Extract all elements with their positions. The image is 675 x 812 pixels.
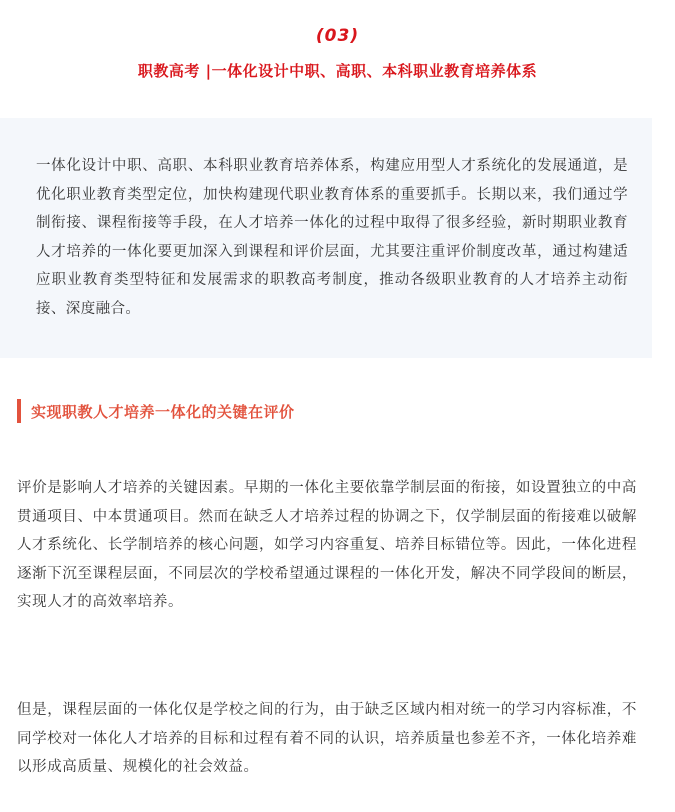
accent-bar [17, 399, 21, 423]
summary-text: 一体化设计中职、高职、本科职业教育培养体系，构建应用型人才系统化的发展通道，是优化职业教育类型定位，加快构建现代职业教育体系的重要抓手。长期以来，我们通过学制衔接、课程衔接等手段，在人才培养一体化的过程中取得了很多经验，新时期职业教育人才培养的一体化要更加深入到课程和评价层面，尤其要注重评价制度改革，通过构建适应职业教育类型特征和发展需求的职教高考制度，推动各级职业教育的人才培养主动衔接、深度融合。 [36, 158, 628, 317]
subheading [17, 398, 295, 424]
body-paragraph-1: 评价是影响人才培养的关键因素。早期的一体化主要依靠学制层面的衔接，如设置独立的中高贯通项目、中本贯通项目。然而在缺乏人才培养过程的协调之下，仅学制层面的衔接难以破解人才系统化、长学制培养的核心问题，如学习内容重复、培养目标错位等。因此，一体化进程逐渐下沉至课程层面，不同层次的学校希望通过课程的一体化开发，解决不同学段间的断层，实现人才的高效率培养。 [17, 480, 637, 611]
section-number: (03) [315, 26, 360, 46]
subheading-text: 实现职教人才培养一体化的关键在评价 [31, 402, 295, 421]
section-title: 职教高考 |一体化设计中职、高职、本科职业教育培养体系 [137, 62, 538, 80]
body-paragraph-2: 但是，课程层面的一体化仅是学校之间的行为，由于缺乏区域内相对统一的学习内容标准，不同学校对一体化人才培养的目标和过程有着不同的认识，培养质量也参差不齐，一体化培养难以形成高质量、规模化的社会效益。 [17, 702, 637, 776]
